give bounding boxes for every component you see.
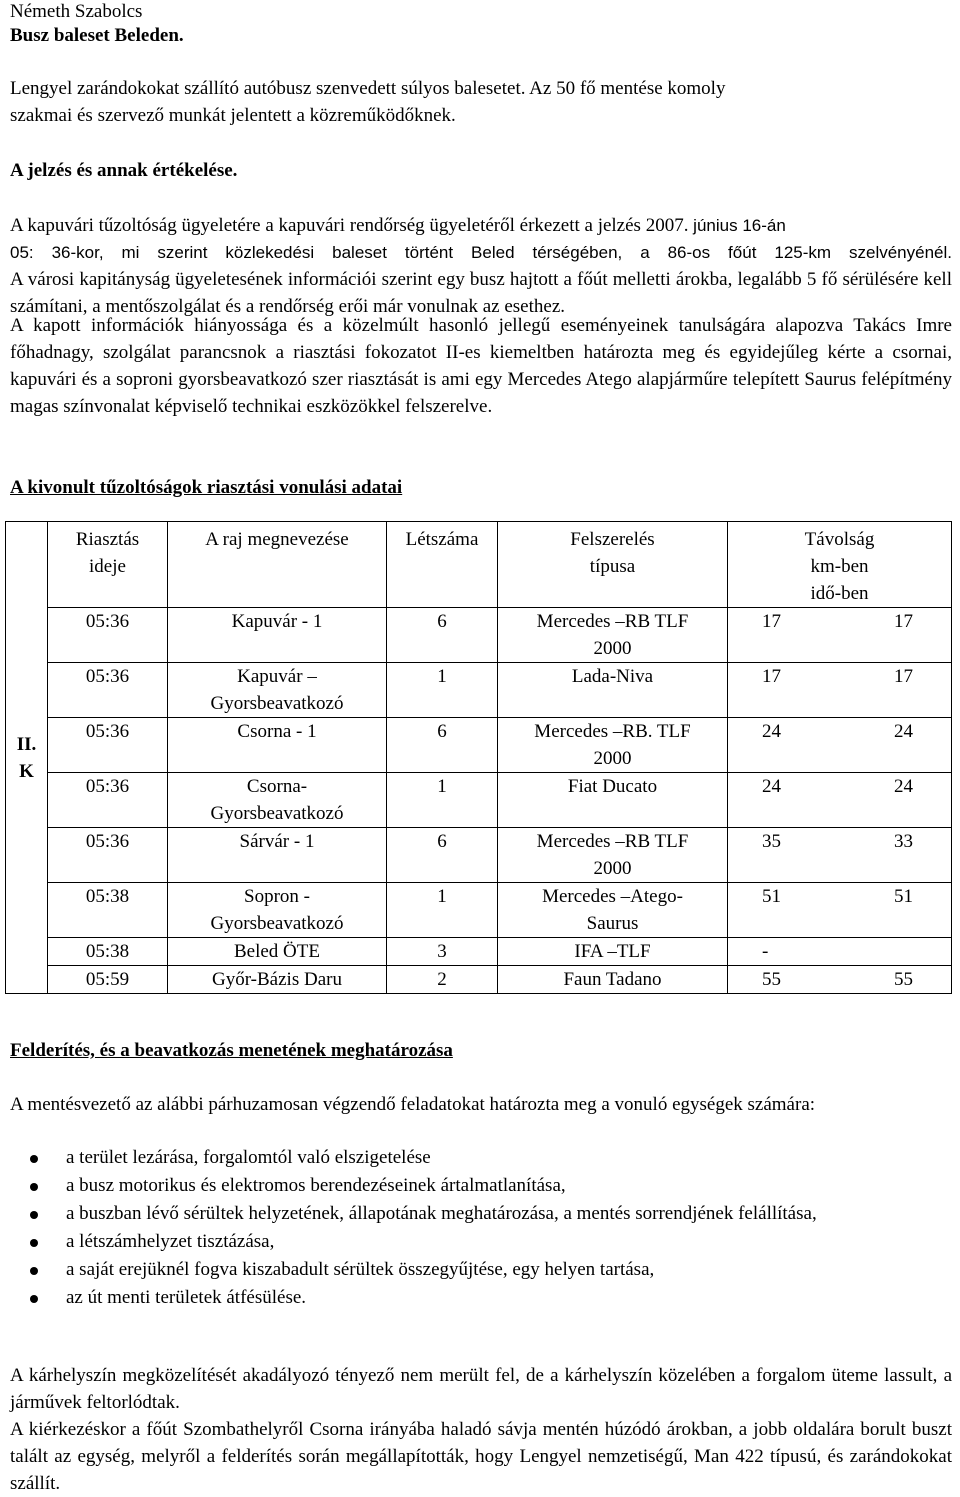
cell-equipment: Mercedes –RB. TLF 2000 — [498, 718, 728, 773]
cell-km: 24 — [762, 721, 781, 742]
paragraph-1-text: A kapuvári tűzoltóság ügyeletére a kapuvári rendőrség ügyeletéről érkezett a jelzés 2007. — [10, 215, 689, 236]
cell-minutes: 17 — [894, 666, 913, 687]
document-title: Busz baleset Beleden. — [10, 25, 184, 46]
bullet-icon — [30, 1155, 38, 1163]
cell-staff: 6 — [387, 828, 498, 883]
task-list-item — [0, 1284, 890, 1312]
cell-minutes: 17 — [894, 611, 913, 632]
cell-unit: Sárvár - 1 — [168, 828, 387, 883]
cell-km: - — [762, 941, 769, 962]
table-row — [6, 608, 952, 663]
cell-km: 35 — [762, 831, 781, 852]
cell-unit: Kapuvár - 1 — [168, 608, 387, 663]
header-distance: Távolság km-ben idő-ben — [728, 522, 952, 608]
cell-unit: Csorna- Gyorsbeavatkozó — [168, 773, 387, 828]
task-text: a létszámhelyzet tisztázása, — [66, 1231, 275, 1252]
cell-staff: 2 — [387, 966, 498, 994]
task-list-item — [0, 1228, 890, 1256]
bullet-icon — [30, 1295, 38, 1303]
paragraph-4: A mentésvezető az alábbi párhuzamosan végzendő feladatokat határozta meg a vonuló egységek számára: — [10, 1094, 816, 1115]
cell-km: 17 — [762, 611, 781, 632]
task-text: a buszban lévő sérültek helyzetének, állapotának meghatározása, a mentés sorrendjének felállítása, — [66, 1203, 817, 1224]
table-row — [6, 883, 952, 938]
cell-distance — [728, 608, 952, 663]
table-row — [6, 773, 952, 828]
cell-unit: Sopron - Gyorsbeavatkozó — [168, 883, 387, 938]
task-text: a terület lezárása, forgalomtól való elszigetelése — [66, 1147, 431, 1168]
header-equipment: Felszerelés típusa — [498, 522, 728, 608]
cell-km: 17 — [762, 666, 781, 687]
cell-distance — [728, 773, 952, 828]
bullet-icon — [30, 1211, 38, 1219]
section-heading-recon: Felderítés, és a beavatkozás menetének meghatározása — [10, 1040, 453, 1061]
cell-unit: Csorna - 1 — [168, 718, 387, 773]
table-row — [6, 663, 952, 718]
cell-km: 55 — [762, 969, 781, 990]
table-row — [6, 966, 952, 994]
header-unit: A raj megnevezése — [168, 522, 387, 608]
header-time: Riasztás ideje — [48, 522, 168, 608]
dispatch-table — [5, 521, 952, 994]
paragraph-1-line-1 — [10, 212, 786, 239]
cell-equipment: Mercedes –Atego- Saurus — [498, 883, 728, 938]
cell-distance — [728, 883, 952, 938]
cell-km: 24 — [762, 776, 781, 797]
task-list — [0, 1144, 890, 1312]
cell-staff: 1 — [387, 663, 498, 718]
cell-time: 05:38 — [48, 883, 168, 938]
cell-distance — [728, 828, 952, 883]
cell-time: 05:36 — [48, 828, 168, 883]
cell-distance — [728, 718, 952, 773]
bullet-icon — [30, 1239, 38, 1247]
author-name: Németh Szabolcs — [10, 1, 143, 22]
cell-time: 05:36 — [48, 608, 168, 663]
cell-time: 05:59 — [48, 966, 168, 994]
cell-equipment: IFA –TLF — [498, 938, 728, 966]
cell-distance — [728, 966, 952, 994]
task-list-item — [0, 1200, 890, 1228]
task-text: a saját erejüknél fogva kiszabadult sérültek összegyűjtése, egy helyen tartása, — [66, 1259, 655, 1280]
cell-time: 05:36 — [48, 773, 168, 828]
paragraph-1-line-2: 05: 36-kor, mi szerint közlekedési baleset történt Beled térségében, a 86-os főút 125-km szelvényénél. — [10, 243, 952, 262]
bullet-icon — [30, 1267, 38, 1275]
cell-equipment: Mercedes –RB TLF 2000 — [498, 828, 728, 883]
table-row — [6, 828, 952, 883]
cell-equipment: Faun Tadano — [498, 966, 728, 994]
task-list-item — [0, 1144, 890, 1172]
section-heading-signal: A jelzés és annak értékelése. — [10, 160, 238, 181]
cell-time: 05:38 — [48, 938, 168, 966]
intro-line-1: Lengyel zarándokokat szállító autóbusz szenvedett súlyos balesetet. Az 50 fő mentése komoly — [10, 78, 726, 99]
task-text: az út menti területek átfésülése. — [66, 1287, 307, 1308]
cell-unit: Beled ÖTE — [168, 938, 387, 966]
cell-time: 05:36 — [48, 663, 168, 718]
table-heading: A kivonult tűzoltóságok riasztási vonulási adatai — [10, 477, 403, 498]
cell-equipment: Lada-Niva — [498, 663, 728, 718]
cell-staff: 1 — [387, 883, 498, 938]
bullet-icon — [30, 1183, 38, 1191]
cell-staff: 1 — [387, 773, 498, 828]
task-list-item — [0, 1172, 890, 1200]
task-list-item — [0, 1256, 890, 1284]
cell-minutes: 24 — [894, 776, 913, 797]
cell-unit: Kapuvár – Gyorsbeavatkozó — [168, 663, 387, 718]
cell-staff: 6 — [387, 608, 498, 663]
cell-equipment: Mercedes –RB TLF 2000 — [498, 608, 728, 663]
paragraph-6: A kiérkezéskor a főút Szombathelyről Csorna irányába haladó sávja mentén húzódó árokban, a jobb oldalára borult buszt talált az egység, melyről a felderítés során megállapították, hogy Lengyel nemzetiségű, Man 422 típusú, és zarándokokat szállít. — [10, 1419, 952, 1494]
cell-time: 05:36 — [48, 718, 168, 773]
task-text: a busz motorikus és elektromos berendezéseinek ártalmatlanítása, — [66, 1175, 566, 1196]
alarm-level-cell — [6, 522, 48, 994]
cell-staff: 3 — [387, 938, 498, 966]
header-staff: Létszáma — [387, 522, 498, 608]
cell-distance — [728, 663, 952, 718]
intro-line-2: szakmai és szervező munkát jelentett a közreműködőknek. — [10, 105, 456, 126]
cell-equipment: Fiat Ducato — [498, 773, 728, 828]
paragraph-5: A kárhelyszín megközelítését akadályozó tényező nem merült fel, de a kárhelyszín közelében a forgalom üteme lassult, a járművek feltorlódtak. — [10, 1365, 952, 1413]
cell-minutes: 51 — [894, 886, 913, 907]
paragraph-1-date: június 16-án — [688, 216, 786, 235]
cell-distance — [728, 938, 952, 966]
table-row — [6, 718, 952, 773]
table-header-row — [6, 522, 952, 608]
paragraph-3: A kapott információk hiányossága és a közelmúlt hasonló jellegű eseményeinek tanulságára alapozva Takács Imre főhadnagy, szolgálat parancsnok a riasztási fokozatot II-es kiemeltben határozta meg és egyidejűleg kérte a csornai, kapuvári és a soproni gyorsbeavatkozó szer riasztását is ami egy Mercedes Atego alapjárműre telepített Saurus felépítmény magas színvonalat képviselő technikai eszközökkel felszerelve. — [10, 315, 952, 417]
cell-minutes: 24 — [894, 721, 913, 742]
cell-staff: 6 — [387, 718, 498, 773]
paragraph-2: A városi kapitányság ügyeletesének információi szerint egy busz hajtott a főút melletti árokba, legalább 5 fő sérülésére kell számítani, a mentőszolgálat és a rendőrség erői már vonulnak az esethez. — [10, 269, 952, 317]
cell-minutes: 33 — [894, 831, 913, 852]
alarm-level-label: II. K — [16, 733, 37, 782]
cell-unit: Győr-Bázis Daru — [168, 966, 387, 994]
cell-minutes: 55 — [894, 969, 913, 990]
cell-km: 51 — [762, 886, 781, 907]
table-row — [6, 938, 952, 966]
